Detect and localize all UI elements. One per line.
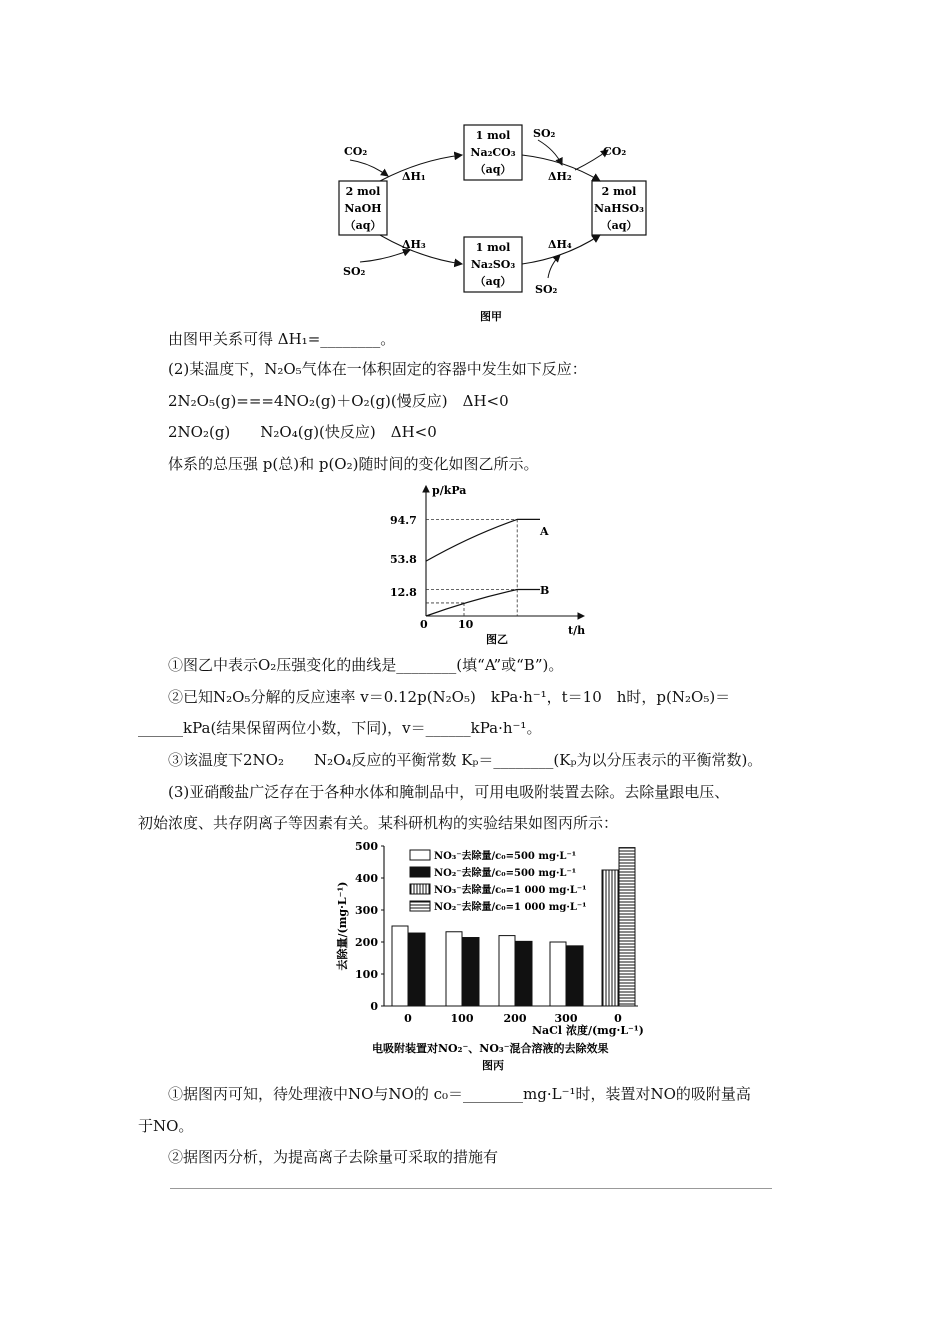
legend-swatch-3 <box>410 884 430 894</box>
dh4-label: ΔH₄ <box>548 238 572 251</box>
bing-ytick-label: 0 <box>370 1000 378 1013</box>
text-line-9: ③该温度下2NO₂ N₂O₄反应的平衡常数 Kₚ＝________(Kₚ为以分压表示的平衡常数)。 <box>168 751 763 769</box>
arrow-co2-in <box>350 160 388 176</box>
bing-ylabel: 去除量/(mg·L⁻¹) <box>336 881 349 971</box>
bar-series2-cat1 <box>463 938 479 1006</box>
chart-yi-ylabel: p/kPa <box>432 484 467 497</box>
so2-left-label: SO₂ <box>343 265 366 278</box>
so2-bottom-label: SO₂ <box>535 283 558 296</box>
chart-yi-ytick-53.8: 53.8 <box>390 553 417 566</box>
na2so3-line1: 1 mol <box>475 241 511 254</box>
nahso3-line3: （aq） <box>600 219 638 232</box>
co2-out-label: CO₂ <box>603 145 627 158</box>
legend-swatch-4 <box>410 901 430 911</box>
bar-series2-cat0 <box>409 933 425 1006</box>
bing-xtick-label: 100 <box>450 1012 474 1025</box>
bing-ytick-label: 300 <box>355 904 378 917</box>
text-line-4: 2NO₂(g) N₂O₄(g)(快反应) ΔH<0 <box>168 423 437 441</box>
text-line-12: ①据图丙可知，待处理液中NO与NO的 c₀＝________mg·L⁻¹时，装置对NO的吸附量高 <box>168 1085 751 1103</box>
chart-yi-xlabel: t/h <box>568 624 586 637</box>
nahso3-line2: NaHSO₃ <box>594 202 644 215</box>
nahso3-line1: 2 mol <box>601 185 637 198</box>
bing-ytick-label: 500 <box>355 840 378 853</box>
na2co3-line2: Na₂CO₃ <box>470 146 516 159</box>
legend-swatch-2 <box>410 867 430 877</box>
diagram-jia <box>330 118 680 328</box>
dh1-label: ΔH₁ <box>402 170 426 183</box>
legend-label-2: NO₂⁻去除量/c₀=500 mg·L⁻¹ <box>434 868 577 879</box>
legend-label-4: NO₂⁻去除量/c₀=1 000 mg·L⁻¹ <box>434 902 587 913</box>
text-line-2: (2)某温度下，N₂O₅气体在一体积固定的容器中发生如下反应： <box>168 360 587 378</box>
curve-a <box>426 519 540 561</box>
legend-label-3: NO₃⁻去除量/c₀=1 000 mg·L⁻¹ <box>434 885 587 896</box>
dh3-label: ΔH₃ <box>402 238 426 251</box>
curve-a-label: A <box>540 525 549 538</box>
text-line-11: 初始浓度、共存阴离子等因素有关。某科研机构的实验结果如图丙所示： <box>138 814 619 832</box>
chart-yi-ytick-12.8: 12.8 <box>390 586 417 599</box>
bar-series1-cat3 <box>550 942 566 1006</box>
bar-series1-cat2 <box>499 936 515 1006</box>
answer-line <box>170 1188 772 1189</box>
bing-ytick-label: 200 <box>355 936 378 949</box>
bar-series2-cat2 <box>516 941 532 1006</box>
chart-yi-ytick-94.7: 94.7 <box>390 514 417 527</box>
bar-series3-cat4 <box>602 870 618 1006</box>
text-line-5: 体系的总压强 p(总)和 p(O₂)随时间的变化如图乙所示。 <box>168 455 539 473</box>
co2-in-label: CO₂ <box>344 145 368 158</box>
text-line-10: (3)亚硝酸盐广泛存在于各种水体和腌制品中，可用电吸附装置去除。去除量跟电压、 <box>168 783 730 801</box>
bing-xlabel: NaCl 浓度/(mg·L⁻¹) <box>532 1024 644 1037</box>
bing-xtick-label: 300 <box>554 1012 578 1025</box>
bing-caption: 图丙 <box>482 1059 504 1072</box>
chart-yi-xtick-10: 10 <box>458 618 474 631</box>
bing-xtick-label: 0 <box>404 1012 412 1025</box>
text-line-13: 于NO。 <box>138 1117 194 1135</box>
text-line-7: ②已知N₂O₅分解的反应速率 v＝0.12p(N₂O₅) kPa·h⁻¹，t＝10 h时，p(N₂O₅)＝ <box>168 688 731 706</box>
chart-yi-origin: 0 <box>420 618 428 631</box>
text-line-6: ①图乙中表示O₂压强变化的曲线是________(填“A”或“B”)。 <box>168 656 564 674</box>
bar-series1-cat1 <box>446 932 462 1006</box>
bing-ytick-label: 100 <box>355 968 378 981</box>
chart-bing <box>332 838 662 1078</box>
text-line-3: 2N₂O₅(g)===4NO₂(g)＋O₂(g)(慢反应) ΔH<0 <box>168 392 509 410</box>
na2so3-line2: Na₂SO₃ <box>470 258 516 271</box>
na2so3-line3: （aq） <box>474 275 512 288</box>
bing-ytick-label: 400 <box>355 872 378 885</box>
legend-label-1: NO₃⁻去除量/c₀=500 mg·L⁻¹ <box>434 851 577 862</box>
bing-subtitle: 电吸附装置对NO₂⁻、NO₃⁻混合溶液的去除效果 <box>372 1042 609 1055</box>
na2co3-line1: 1 mol <box>475 129 511 142</box>
arrow-so2-left <box>360 250 410 262</box>
dh2-label: ΔH₂ <box>548 170 572 183</box>
bar-series4-cat4 <box>619 848 635 1006</box>
text-line-14: ②据图丙分析，为提高离子去除量可采取的措施有 <box>168 1148 499 1166</box>
bar-series1-cat0 <box>392 926 408 1006</box>
chart-yi-caption: 图乙 <box>486 633 508 646</box>
bing-xtick-label: 200 <box>503 1012 527 1025</box>
text-line-1: 由图甲关系可得 ΔH₁=________。 <box>168 330 396 348</box>
legend-swatch-1 <box>410 850 430 860</box>
text-line-8: ______kPa(结果保留两位小数，下同)，v＝______kPa·h⁻¹。 <box>138 719 542 737</box>
diagram-jia-caption: 图甲 <box>480 310 502 323</box>
bing-xtick-label: 0 <box>614 1012 622 1025</box>
bar-series2-cat3 <box>567 946 583 1006</box>
naoh-line1: 2 mol <box>345 185 381 198</box>
curve-b-label: B <box>540 584 550 597</box>
chart-yi <box>380 478 600 650</box>
na2co3-line3: （aq） <box>474 163 512 176</box>
so2-top-label: SO₂ <box>533 127 556 140</box>
naoh-line3: （aq） <box>344 219 382 232</box>
naoh-line2: NaOH <box>344 202 382 215</box>
arrow-so2-top <box>538 140 562 165</box>
